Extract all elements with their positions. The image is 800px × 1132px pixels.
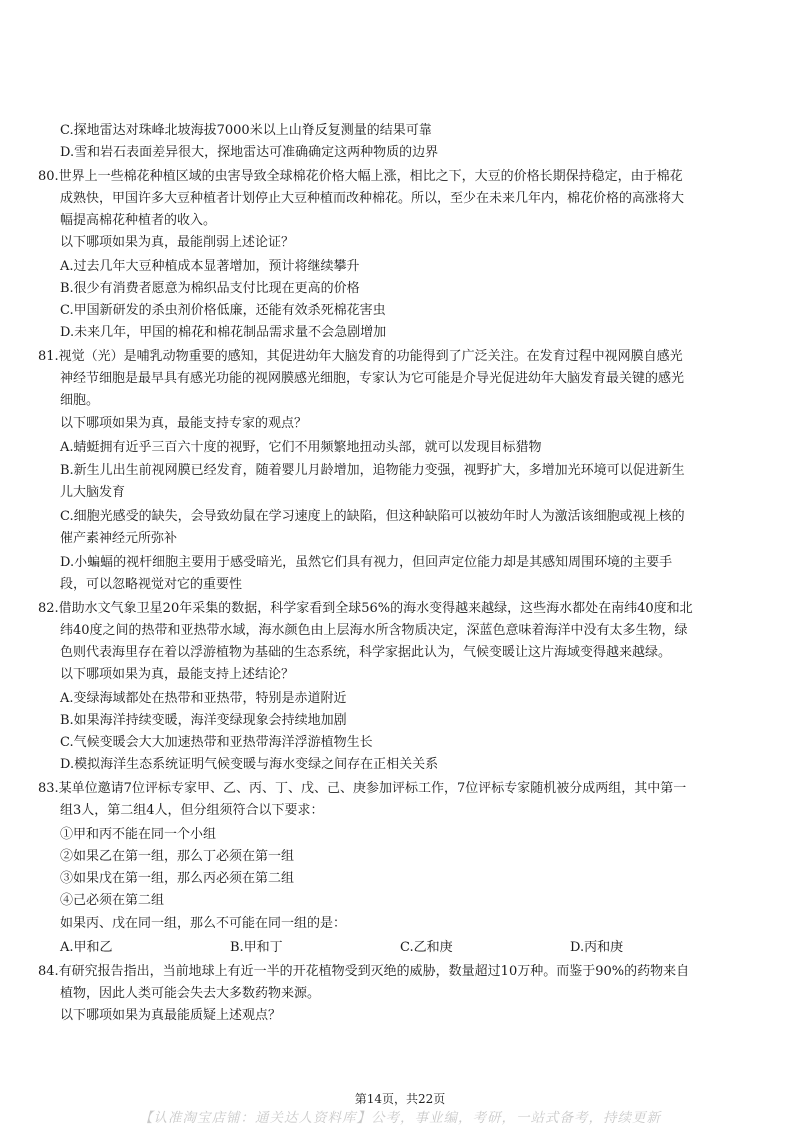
q84-stem-line: 植物，因此人类可能会失去大多数药物来源。: [60, 986, 321, 1001]
q80-stem-line: 幅提高棉花种植者的收入。: [60, 213, 217, 228]
q83-stem-line: 组3人，第二组4人，但分组须符合以下要求：: [60, 803, 324, 818]
q81-stem-line: 神经节细胞是最早具有感光功能的视网膜感光细胞，专家认为它可能是介导光促进幼年大脑发育最关键的感光: [60, 371, 685, 386]
q82-option-a: A.变绿海域都处在热带和亚热带，特别是赤道附近: [60, 691, 347, 706]
q81-option-d-cont: 段，可以忽略视觉对它的重要性: [60, 577, 243, 592]
q79-option-d: D.雪和岩石表面差异很大，探地雷达可准确确定这两种物质的边界: [60, 145, 439, 160]
q81-stem-line: 细胞。: [60, 393, 100, 408]
q81-option-b-cont: 儿大脑发育: [60, 485, 126, 500]
q81-option-b: B.新生儿出生前视网膜已经发育，随着婴儿月龄增加，追物能力变强，视野扩大，多增加光环境可以促进新生: [60, 463, 685, 478]
q82-option-d: D.模拟海洋生态系统证明气候变暖与海水变绿之间存在正相关关系: [60, 757, 439, 772]
q83-option-b: B.甲和丁: [230, 940, 283, 955]
q81-option-d: D.小蝙蝠的视杆细胞主要用于感受暗光，虽然它们具有视力，但回声定位能力却是其感知周围环境的主要手: [60, 555, 673, 570]
q84-prompt: 以下哪项如果为真最能质疑上述观点？: [60, 1008, 282, 1023]
q82-stem-line: 纬40度之间的热带和亚热带水域，海水颜色由上层海水所含物质决定，深蓝色意味着海洋中没有太多生物，绿: [60, 623, 688, 638]
q82-stem-line: 色则代表海里存在着以浮游植物为基础的生态系统，科学家据此认为，气候变暖让这片海域变得越来越绿。: [60, 645, 672, 660]
q80-option-c: C.甲国新研发的杀虫剂价格低廉，还能有效杀死棉花害虫: [60, 303, 386, 318]
page-number: 第14页，共22页: [354, 1092, 446, 1106]
q81-prompt: 以下哪项如果为真，最能支持专家的观点？: [60, 416, 308, 431]
q83-condition-2: ②如果乙在第一组，那么丁必须在第一组: [60, 849, 295, 864]
q83-option-a: A.甲和乙: [60, 940, 113, 955]
q80-option-d: D.未来几年，甲国的棉花和棉花制品需求量不会急剧增加: [60, 325, 387, 340]
q81-option-a: A.蜻蜓拥有近乎三百六十度的视野，它们不用频繁地扭动头部，就可以发现目标猎物: [60, 440, 542, 455]
q81-option-c-cont: 催产素神经元所弥补: [60, 531, 178, 546]
watermark: 【认准淘宝店铺：通关达人资料库】公考，事业编，考研，一站式备考，持续更新: [139, 1110, 661, 1126]
q82-prompt: 以下哪项如果为真，最能支持上述结论？: [60, 667, 295, 682]
q83-option-d: D.丙和庚: [570, 940, 624, 955]
q82-option-b: B.如果海洋持续变暖，海洋变绿现象会持续地加剧: [60, 713, 347, 728]
q82-option-c: C.气候变暖会大大加速热带和亚热带海洋浮游植物生长: [60, 735, 373, 750]
q83-condition-1: ①甲和丙不能在同一个小组: [60, 827, 217, 842]
q80-option-a: A.过去几年大豆种植成本显著增加，预计将继续攀升: [60, 259, 360, 274]
q80-stem-line: 成熟快，甲国许多大豆种植者计划停止大豆种植而改种棉花。所以，至少在未来几年内，棉花价格的高涨将大: [60, 191, 685, 206]
q82-stem-line: 82.借助水文气象卫星20年采集的数据，科学家看到全球56%的海水变得越来越绿，这些海水都处在南纬40度和北: [38, 601, 693, 616]
q80-stem-line: 80.世界上一些棉花种植区域的虫害导致全球棉花价格大幅上涨，相比之下，大豆的价格长期保持稳定，由于棉花: [38, 169, 683, 184]
q83-condition-4: ④己必须在第二组: [60, 893, 165, 908]
q81-option-c: C.细胞光感受的缺失，会导致幼鼠在学习速度上的缺陷，但这种缺陷可以被幼年时人为激活该细胞或视上核的: [60, 509, 685, 524]
q79-option-c: C.探地雷达对珠峰北坡海拔7000米以上山脊反复测量的结果可靠: [60, 123, 432, 138]
q80-prompt: 以下哪项如果为真，最能削弱上述论证？: [60, 235, 295, 250]
q81-stem-line: 81.视觉（光）是哺乳动物重要的感知，其促进幼年大脑发育的功能得到了广泛关注。在发育过程中视网膜自感光: [38, 349, 683, 364]
q84-stem-line: 84.有研究报告指出，当前地球上有近一半的开花植物受到灭绝的威胁，数量超过10万种。而鉴于90%的药物来自: [38, 964, 690, 979]
q80-option-b: B.很少有消费者愿意为棉织品支付比现在更高的价格: [60, 281, 360, 296]
q83-option-c: C.乙和庚: [400, 940, 453, 955]
q83-condition-3: ③如果戊在第一组，那么丙必须在第二组: [60, 871, 295, 886]
q83-stem-line: 83.某单位邀请7位评标专家甲、乙、丙、丁、戊、己、庚参加评标工作，7位评标专家随机被分成两组，其中第一: [38, 781, 687, 796]
q83-prompt: 如果丙、戊在同一组，那么不可能在同一组的是：: [60, 916, 347, 931]
